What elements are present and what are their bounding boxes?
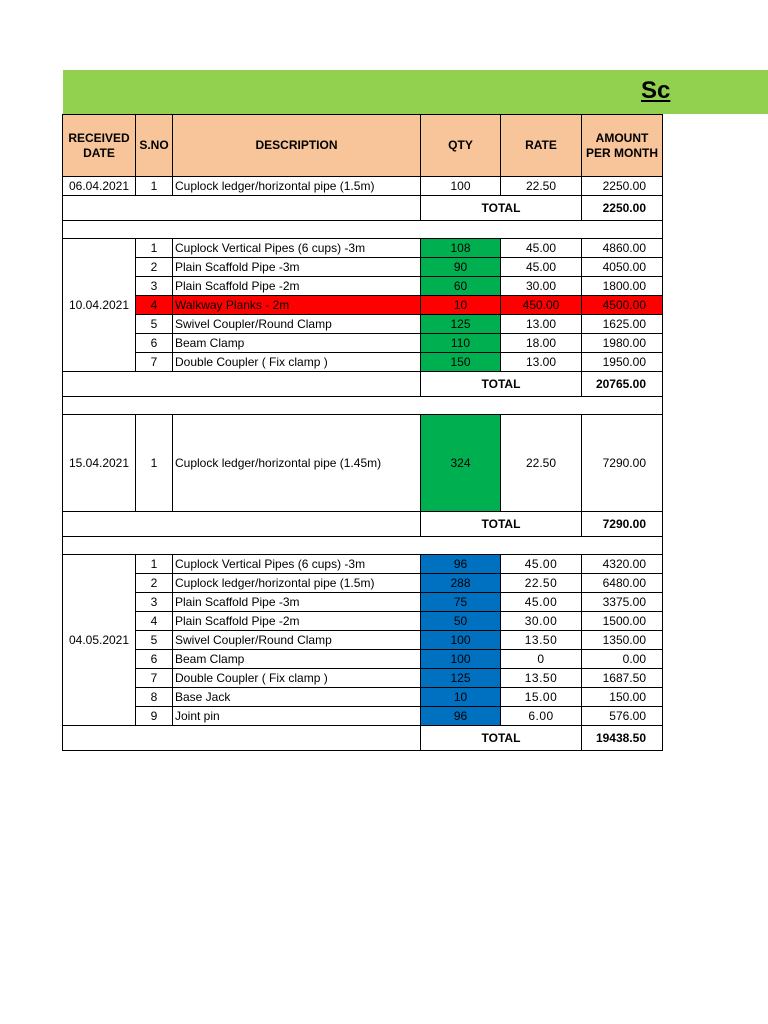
description-cell: Plain Scaffold Pipe -3m xyxy=(173,593,421,612)
total-label: TOTAL xyxy=(421,512,582,537)
total-label: TOTAL xyxy=(421,372,582,397)
table-row xyxy=(63,315,663,334)
qty-cell: 100 xyxy=(421,650,501,669)
amount-cell: 1980.00 xyxy=(582,334,663,353)
gap-cell xyxy=(501,537,582,555)
rate-cell: 450.00 xyxy=(501,296,582,315)
amount-cell: 4050.00 xyxy=(582,258,663,277)
description-cell: Beam Clamp xyxy=(173,334,421,353)
total-amount: 20765.00 xyxy=(582,372,663,397)
amount-cell: 1350.00 xyxy=(582,631,663,650)
total-spacer xyxy=(63,512,421,537)
sno-cell: 3 xyxy=(136,593,173,612)
table-row xyxy=(63,688,663,707)
table-row xyxy=(63,631,663,650)
rate-cell: 18.00 xyxy=(501,334,582,353)
description-cell: Cuplock ledger/horizontal pipe (1.5m) xyxy=(173,177,421,196)
header-sno: S.NO xyxy=(136,115,173,177)
title-banner xyxy=(63,70,768,114)
header-description: DESCRIPTION xyxy=(173,115,421,177)
description-cell: Beam Clamp xyxy=(173,650,421,669)
gap-cell xyxy=(501,397,582,415)
sno-cell: 1 xyxy=(136,177,173,196)
amount-cell: 2250.00 xyxy=(582,177,663,196)
qty-cell: 100 xyxy=(421,177,501,196)
amount-cell: 6480.00 xyxy=(582,574,663,593)
amount-cell: 0.00 xyxy=(582,650,663,669)
amount-cell: 7290.00 xyxy=(582,415,663,512)
gap-cell xyxy=(136,221,173,239)
description-cell: Cuplock ledger/horizontal pipe (1.45m) xyxy=(173,415,421,512)
received-date-cell: 04.05.2021 xyxy=(63,555,136,726)
description-cell: Plain Scaffold Pipe -2m xyxy=(173,612,421,631)
description-cell: Plain Scaffold Pipe -3m xyxy=(173,258,421,277)
table-row xyxy=(63,334,663,353)
gap-row xyxy=(63,537,663,555)
table-row xyxy=(63,177,663,196)
rate-cell: 13.50 xyxy=(501,669,582,688)
received-date-cell: 06.04.2021 xyxy=(63,177,136,196)
table-row xyxy=(63,277,663,296)
sno-cell: 2 xyxy=(136,258,173,277)
sno-cell: 1 xyxy=(136,555,173,574)
qty-cell: 100 xyxy=(421,631,501,650)
sno-cell: 9 xyxy=(136,707,173,726)
table-row xyxy=(63,669,663,688)
total-amount: 7290.00 xyxy=(582,512,663,537)
total-amount: 2250.00 xyxy=(582,196,663,221)
total-row xyxy=(63,726,663,751)
table-row xyxy=(63,574,663,593)
total-row xyxy=(63,196,663,221)
rate-cell: 45.00 xyxy=(501,555,582,574)
header-received-date: RECEIVED DATE xyxy=(63,115,136,177)
rate-cell: 13.00 xyxy=(501,315,582,334)
rate-cell: 30.00 xyxy=(501,612,582,631)
total-spacer xyxy=(63,372,421,397)
rate-cell: 22.50 xyxy=(501,415,582,512)
total-label: TOTAL xyxy=(421,726,582,751)
sno-cell: 6 xyxy=(136,334,173,353)
sno-cell: 5 xyxy=(136,631,173,650)
header-qty: QTY xyxy=(421,115,501,177)
sno-cell: 3 xyxy=(136,277,173,296)
gap-cell xyxy=(173,221,421,239)
total-spacer xyxy=(63,726,421,751)
rate-cell: 30.00 xyxy=(501,277,582,296)
description-cell: Double Coupler ( Fix clamp ) xyxy=(173,353,421,372)
table-row xyxy=(63,612,663,631)
gap-cell xyxy=(63,397,136,415)
description-cell: Double Coupler ( Fix clamp ) xyxy=(173,669,421,688)
gap-cell xyxy=(136,537,173,555)
qty-cell: 96 xyxy=(421,555,501,574)
gap-cell xyxy=(421,397,501,415)
total-amount: 19438.50 xyxy=(582,726,663,751)
amount-cell: 1625.00 xyxy=(582,315,663,334)
table-row xyxy=(63,239,663,258)
gap-cell xyxy=(421,221,501,239)
rate-cell: 0 xyxy=(501,650,582,669)
rate-cell: 22.50 xyxy=(501,177,582,196)
table-row xyxy=(63,707,663,726)
qty-cell: 288 xyxy=(421,574,501,593)
gap-row xyxy=(63,397,663,415)
sno-cell: 1 xyxy=(136,415,173,512)
sheet-title: Sc xyxy=(641,77,671,104)
gap-cell xyxy=(582,221,663,239)
gap-cell xyxy=(173,537,421,555)
table-row xyxy=(63,555,663,574)
qty-cell: 10 xyxy=(421,688,501,707)
qty-cell: 150 xyxy=(421,353,501,372)
sno-cell: 8 xyxy=(136,688,173,707)
sno-cell: 7 xyxy=(136,669,173,688)
sno-cell: 2 xyxy=(136,574,173,593)
qty-cell: 50 xyxy=(421,612,501,631)
qty-cell: 60 xyxy=(421,277,501,296)
rate-cell: 22.50 xyxy=(501,574,582,593)
rate-cell: 45.00 xyxy=(501,239,582,258)
description-cell: Cuplock Vertical Pipes (6 cups) -3m xyxy=(173,239,421,258)
amount-cell: 4500.00 xyxy=(582,296,663,315)
amount-cell: 1950.00 xyxy=(582,353,663,372)
header-rate: RATE xyxy=(501,115,582,177)
rate-cell: 13.50 xyxy=(501,631,582,650)
table-row xyxy=(63,258,663,277)
amount-cell: 1500.00 xyxy=(582,612,663,631)
rental-table xyxy=(62,114,663,751)
sno-cell: 1 xyxy=(136,239,173,258)
received-date-cell: 15.04.2021 xyxy=(63,415,136,512)
amount-cell: 4320.00 xyxy=(582,555,663,574)
amount-cell: 3375.00 xyxy=(582,593,663,612)
rate-cell: 15.00 xyxy=(501,688,582,707)
description-cell: Plain Scaffold Pipe -2m xyxy=(173,277,421,296)
amount-cell: 576.00 xyxy=(582,707,663,726)
sno-cell: 6 xyxy=(136,650,173,669)
gap-cell xyxy=(582,397,663,415)
description-cell: Cuplock ledger/horizontal pipe (1.5m) xyxy=(173,574,421,593)
gap-row xyxy=(63,221,663,239)
amount-cell: 1687.50 xyxy=(582,669,663,688)
table-row xyxy=(63,353,663,372)
rate-cell: 13.00 xyxy=(501,353,582,372)
total-row xyxy=(63,372,663,397)
qty-cell: 324 xyxy=(421,415,501,512)
total-label: TOTAL xyxy=(421,196,582,221)
amount-cell: 1800.00 xyxy=(582,277,663,296)
description-cell: Joint pin xyxy=(173,707,421,726)
rate-cell: 45.00 xyxy=(501,258,582,277)
qty-cell: 110 xyxy=(421,334,501,353)
table-row xyxy=(63,415,663,512)
sno-cell: 5 xyxy=(136,315,173,334)
table-row xyxy=(63,650,663,669)
gap-cell xyxy=(173,397,421,415)
qty-cell: 75 xyxy=(421,593,501,612)
received-date-cell: 10.04.2021 xyxy=(63,239,136,372)
gap-cell xyxy=(63,537,136,555)
qty-cell: 10 xyxy=(421,296,501,315)
qty-cell: 108 xyxy=(421,239,501,258)
table-row xyxy=(63,593,663,612)
sno-cell: 4 xyxy=(136,296,173,315)
gap-cell xyxy=(136,397,173,415)
qty-cell: 90 xyxy=(421,258,501,277)
amount-cell: 4860.00 xyxy=(582,239,663,258)
gap-cell xyxy=(63,221,136,239)
description-cell: Swivel Coupler/Round Clamp xyxy=(173,315,421,334)
gap-cell xyxy=(421,537,501,555)
rate-cell: 6.00 xyxy=(501,707,582,726)
header-row xyxy=(63,115,663,177)
sno-cell: 4 xyxy=(136,612,173,631)
qty-cell: 125 xyxy=(421,315,501,334)
sno-cell: 7 xyxy=(136,353,173,372)
description-cell: Walkway Planks - 2m xyxy=(173,296,421,315)
gap-cell xyxy=(582,537,663,555)
total-row xyxy=(63,512,663,537)
table-row-highlighted xyxy=(63,296,663,315)
header-amount: AMOUNT PER MONTH xyxy=(582,115,663,177)
description-cell: Base Jack xyxy=(173,688,421,707)
description-cell: Cuplock Vertical Pipes (6 cups) -3m xyxy=(173,555,421,574)
qty-cell: 125 xyxy=(421,669,501,688)
rate-cell: 45.00 xyxy=(501,593,582,612)
total-spacer xyxy=(63,196,421,221)
amount-cell: 150.00 xyxy=(582,688,663,707)
description-cell: Swivel Coupler/Round Clamp xyxy=(173,631,421,650)
gap-cell xyxy=(501,221,582,239)
qty-cell: 96 xyxy=(421,707,501,726)
